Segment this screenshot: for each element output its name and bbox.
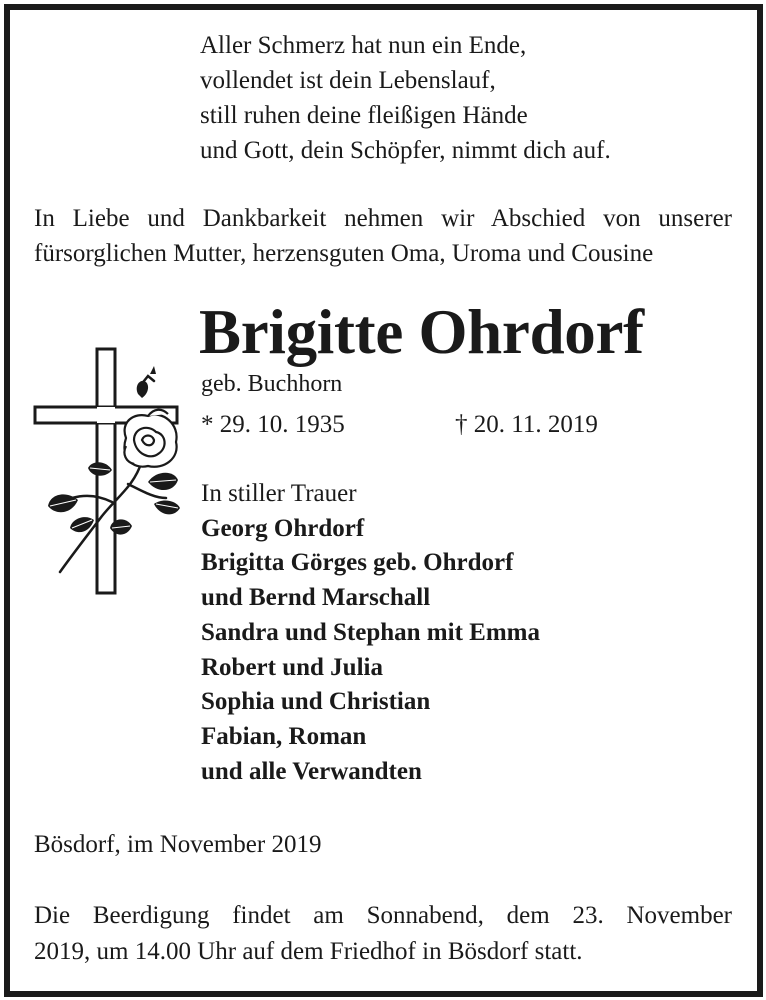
- poem-line: Aller Schmerz hat nun ein Ende,: [200, 32, 527, 59]
- maiden-name: geb. Buchhorn: [201, 371, 343, 397]
- deceased-name: Brigitte Ohrdorf: [199, 297, 644, 367]
- mourner-name: Fabian, Roman: [201, 722, 367, 750]
- intro-line: fürsorglichen Mutter, herzensguten Oma, Uroma und Cousine: [34, 240, 654, 267]
- mourners-list: [201, 477, 540, 789]
- birth-date: * 29. 10. 1935: [201, 411, 345, 438]
- memorial-poem: [200, 28, 611, 168]
- funeral-line: Die Beerdigung findet am Sonnabend, dem 23. November: [34, 902, 732, 929]
- mourner-name: Sophia und Christian: [201, 688, 431, 716]
- funeral-info: [34, 898, 732, 970]
- mourner-name: Robert und Julia: [201, 653, 383, 681]
- poem-line: vollendet ist dein Lebenslauf,: [200, 67, 496, 94]
- mourner-name: und Bernd Marschall: [201, 584, 431, 612]
- poem-line: still ruhen deine fleißigen Hände: [200, 102, 528, 129]
- mourner-name: Georg Ohrdorf: [201, 514, 365, 542]
- poem-line: und Gott, dein Schöpfer, nimmt dich auf.: [200, 137, 611, 164]
- cross-with-rose-icon: [30, 346, 186, 598]
- intro-line: In Liebe und Dankbarkeit nehmen wir Abschied von unserer: [34, 205, 732, 232]
- mourner-name: Brigitta Görges geb. Ohrdorf: [201, 549, 514, 577]
- funeral-line: 2019, um 14.00 Uhr auf dem Friedhof in Bösdorf statt.: [34, 938, 583, 965]
- place-and-date: Bösdorf, im November 2019: [34, 831, 322, 858]
- intro-text: [34, 201, 732, 271]
- death-date: † 20. 11. 2019: [455, 411, 598, 438]
- mourner-name: Sandra und Stephan mit Emma: [201, 618, 540, 646]
- mourner-name: und alle Verwandten: [201, 757, 422, 785]
- mourning-heading: In stiller Trauer: [201, 480, 357, 507]
